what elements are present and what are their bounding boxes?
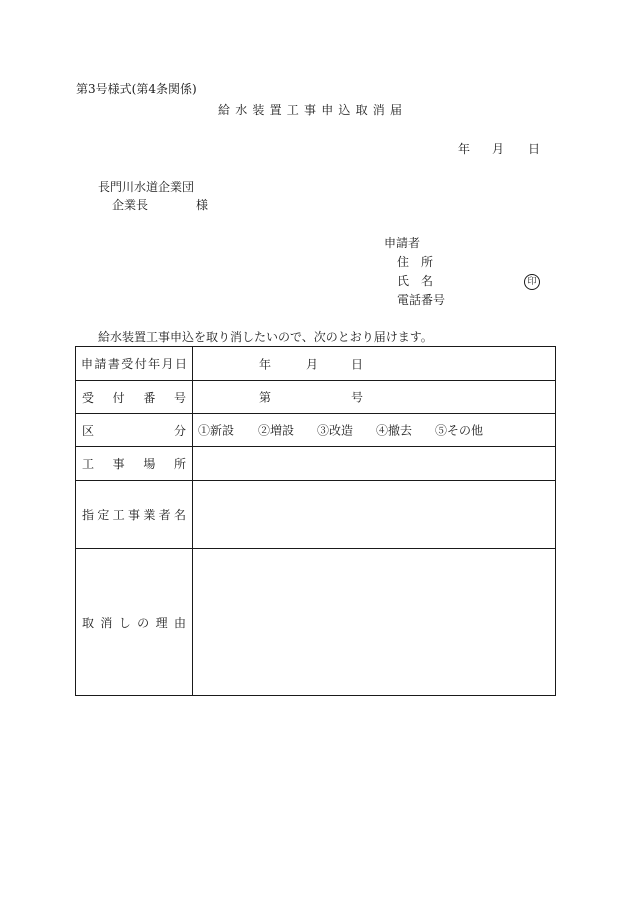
reason-label: 取 消 し の 理 由: [82, 615, 186, 630]
seal-mark: 印: [524, 274, 540, 290]
table-row-category: [76, 414, 556, 447]
category-option-other[interactable]: ⑤その他: [435, 423, 484, 438]
addressee-organization: 長門川水道企業団: [98, 180, 195, 194]
site-label: 工 事 場 所: [82, 457, 186, 471]
applicant-heading: 申請者: [384, 236, 421, 250]
document-title: 給水装置工事申込取消届: [218, 103, 408, 117]
table-row-contractor: [76, 481, 556, 549]
date-day-label: 日: [528, 142, 541, 156]
receipt-date-field[interactable]: [193, 347, 556, 381]
contractor-field[interactable]: [193, 481, 556, 549]
category-field: [193, 414, 556, 447]
receipt-number-label: 受 付 番 号: [82, 390, 186, 405]
contractor-label-cell: [76, 481, 193, 549]
receipt-number-field[interactable]: [193, 381, 556, 414]
table-row-reason: [76, 549, 556, 696]
applicant-address-label-a: 住: [397, 255, 410, 269]
receipt-month-label: 月: [306, 357, 319, 371]
addressee-title: 企業長: [112, 198, 149, 212]
table-row-receipt-number: [76, 381, 556, 414]
date-year-label: 年: [458, 142, 471, 156]
category-label-cell: [76, 414, 193, 447]
reason-label-cell: [76, 549, 193, 696]
category-label: 区 分: [82, 423, 186, 438]
receipt-number-label-cell: [76, 381, 193, 414]
receipt-year-label: 年: [259, 357, 272, 371]
site-label-cell: [76, 447, 193, 481]
contractor-label: 指 定 工 事 業 者 名: [82, 508, 186, 522]
category-option-expansion[interactable]: ②増設: [258, 423, 295, 438]
site-field[interactable]: [193, 447, 556, 481]
reason-field[interactable]: [193, 549, 556, 696]
applicant-name-label-b: 名: [421, 274, 434, 288]
category-option-removal[interactable]: ④撤去: [376, 423, 413, 438]
category-option-new[interactable]: ①新設: [198, 423, 235, 438]
cancellation-form-table: [75, 346, 556, 696]
receipt-number-prefix: 第: [259, 390, 272, 405]
form-number: 第3号様式(第4条関係): [76, 82, 197, 96]
addressee-honorific: 様: [196, 198, 209, 212]
category-option-renovation[interactable]: ③改造: [317, 423, 354, 438]
applicant-name-label-a: 氏: [397, 274, 410, 288]
receipt-day-label: 日: [351, 357, 364, 371]
applicant-address-label-b: 所: [421, 255, 434, 269]
receipt-date-label: 申 請 書 受 付 年 月 日: [81, 357, 187, 371]
table-row-site: [76, 447, 556, 481]
receipt-date-label-cell: [76, 347, 193, 381]
table-row-receipt-date: [76, 347, 556, 381]
receipt-number-suffix: 号: [351, 390, 364, 405]
intro-text: 給水装置工事申込を取り消したいので、次のとおり届けます。: [98, 330, 433, 344]
applicant-phone-label: 電話番号: [397, 293, 446, 307]
date-month-label: 月: [492, 142, 505, 156]
